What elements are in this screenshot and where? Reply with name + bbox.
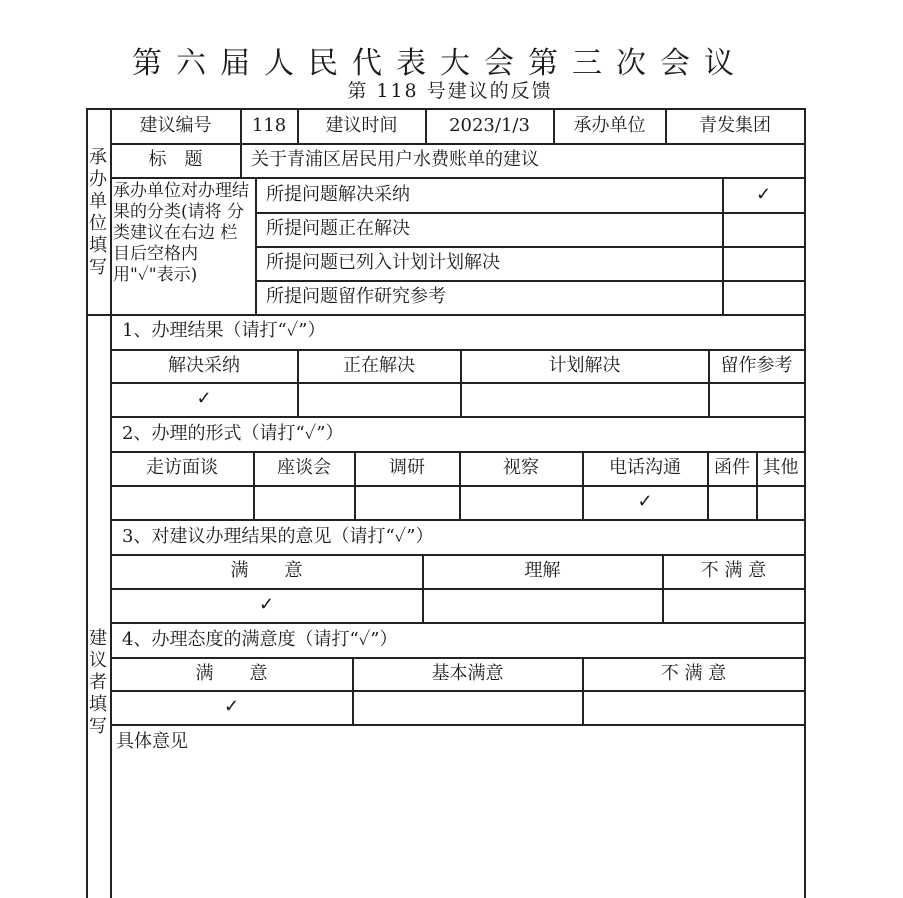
q4-title: 4、办理态度的满意度（请打“✓”） [122, 629, 398, 650]
q3-option: 不 满 意 [700, 560, 767, 581]
q4-option: 满 意 [195, 663, 268, 684]
subject-label: 标 题 [148, 149, 203, 170]
q1-title: 1、办理结果（请打“✓”） [122, 320, 326, 341]
q3-mark: ✓ [258, 594, 275, 615]
q1-option: 解决采纳 [168, 355, 240, 376]
classification-option: 所提问题正在解决 [266, 218, 410, 239]
q2-option: 座谈会 [277, 457, 331, 478]
document-subtitle: 第 118 号建议的反馈 [347, 80, 553, 102]
q2-option: 走访面谈 [146, 457, 218, 478]
q1-option: 留作参考 [720, 355, 793, 376]
classification-option: 所提问题解决采纳 [266, 184, 410, 205]
classification-label: 承办单位对办理结果的分类(请将 分类建议在右边 栏目后空格内 用"✓"表示) [113, 181, 249, 285]
handling-org-label: 承办单位 [573, 115, 646, 136]
q3-option: 理解 [524, 560, 561, 581]
handling-org-value: 青发集团 [699, 115, 771, 136]
suggestion-number-value: 118 [251, 115, 287, 136]
q3-title: 3、对建议办理结果的意见（请打“✓”） [122, 526, 434, 547]
q2-title: 2、办理的形式（请打“✓”） [122, 423, 344, 444]
side-label-proposer-fill: 建议者填写 [89, 628, 107, 737]
q1-option: 计划解决 [548, 355, 621, 376]
classification-option: 所提问题已列入计划计划解决 [266, 252, 500, 273]
q2-option: 电话沟通 [609, 457, 681, 478]
suggestion-time-label: 建议时间 [325, 115, 398, 136]
q2-option: 其他 [762, 457, 799, 478]
q2-option: 视察 [503, 457, 539, 478]
classification-mark: ✓ [755, 184, 772, 205]
q2-mark: ✓ [637, 491, 653, 512]
q4-option: 不 满 意 [660, 663, 727, 684]
side-label-org-fill: 承办单位填写 [89, 147, 107, 278]
q3-option: 满 意 [230, 560, 303, 581]
subject-value: 关于青浦区居民用户水费账单的建议 [251, 149, 539, 170]
classification-option: 所提问题留作研究参考 [266, 286, 446, 307]
q2-option: 调研 [389, 457, 425, 478]
q4-option: 基本满意 [431, 663, 504, 684]
specific-opinion-label: 具体意见 [116, 731, 188, 752]
q4-mark: ✓ [223, 696, 240, 717]
q1-mark: ✓ [196, 388, 212, 409]
document-title: 第六届人民代表大会第三次会议 [132, 46, 748, 81]
suggestion-number-label: 建议编号 [139, 115, 212, 136]
q2-option: 函件 [714, 457, 750, 478]
q1-option: 正在解决 [343, 355, 415, 376]
suggestion-time-value: 2023/1/3 [449, 115, 530, 136]
